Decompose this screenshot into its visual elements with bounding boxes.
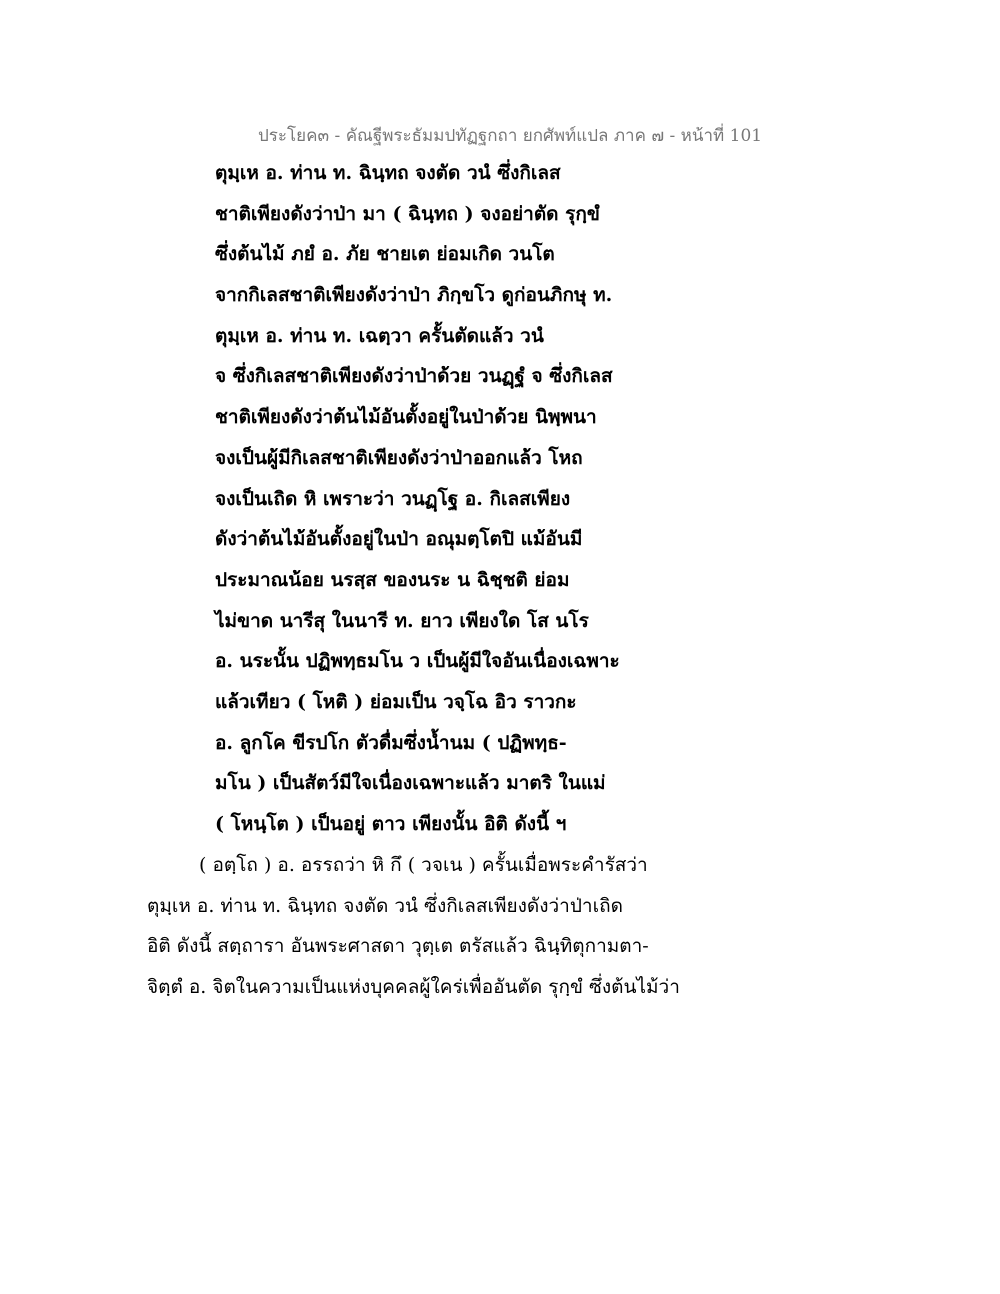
page-header: ประโยค๓ - คัณฐีพระธัมมปทัฏฐกถา ยกศัพท์แปล ภาค ๗ - หน้าที่ 101 (258, 126, 763, 146)
commentary-paragraph (147, 850, 707, 1013)
verse-line: จงเป็นผู้มีกิเลสชาติเพียงดังว่าป่าออกแล้ว โหถ (215, 446, 583, 469)
verse-line: ตุมฺเห อ. ท่าน ท. เฉตฺวา ครั้นตัดแล้ว วนํ (215, 324, 544, 347)
verse-line: มโน ) เป็นสัตว์มีใจเนื่องเฉพาะแล้ว มาตริ ในแม่ (215, 772, 606, 795)
verse-line: ตุมฺเห อ. ท่าน ท. ฉินฺทถ จงตัด วนํ ซึ่งกิเลส (215, 162, 561, 184)
verse-line: จงเป็นเถิด หิ เพราะว่า วนฏฺโฐ อ. กิเลสเพียง (215, 487, 571, 510)
verse-line: ( โหนฺโต ) เป็นอยู่ ตาว เพียงนั้น อิติ ดังนี้ ฯ (215, 813, 567, 835)
verse-line: แล้วเทียว ( โหติ ) ย่อมเป็น วจฺโฉ อิว ราวกะ (215, 690, 577, 713)
verse-line: ชาติเพียงดังว่าต้นไม้อันตั้งอยู่ในป่าด้วย นิพฺพนา (215, 406, 597, 429)
verse-line: ประมาณน้อย นรสฺส ของนระ น ฉิชฺชติ ย่อม (215, 568, 570, 591)
verse-line: ชาติเพียงดังว่าป่า มา ( ฉินฺทถ ) จงอย่าตัด รุกฺขํ (215, 202, 600, 225)
verse-line: ดังว่าต้นไม้อันตั้งอยู่ในป่า อณุมตฺโตปิ แม้อันมี (215, 528, 583, 551)
prose-line: อิติ ดังนี้ สตฺถารา อันพระศาสดา วุตฺเต ตรัสแล้ว ฉินฺทิตุกามตา- (147, 935, 649, 958)
verse-line: ไม่ขาด นารีสุ ในนารี ท. ยาว เพียงใด โส นโร (215, 609, 589, 632)
prose-line: ตุมฺเห อ. ท่าน ท. ฉินฺทถ จงตัด วนํ ซึ่งกิเลสเพียงดังว่าป่าเถิด (147, 894, 623, 917)
verse-line: อ. ลูกโค ขีรปโก ตัวดื่มซึ่งน้ำนม ( ปฏิพทฺธ- (215, 731, 567, 754)
prose-line: จิตฺตํ อ. จิตในความเป็นแห่งบุคคลผู้ใคร่เพื่ออันตัด รุกฺขํ ซึ่งต้นไม้ว่า (147, 976, 680, 999)
prose-line: ( อตฺโถ ) อ. อรรถว่า หิ กึ ( วจเน ) ครั้นเมื่อพระคำรัสว่า (199, 854, 648, 876)
verse-block (215, 158, 635, 850)
verse-line: จ ซึ่งกิเลสชาติเพียงดังว่าป่าด้วย วนฏฺฐํ จ ซึ่งกิเลส (215, 365, 613, 388)
verse-line: จากกิเลสชาติเพียงดังว่าป่า ภิกฺขโว ดูก่อนภิกษุ ท. (215, 284, 613, 307)
verse-line: อ. นระนั้น ปฏิพทฺธมโน ว เป็นผู้มีใจอันเนื่องเฉพาะ (215, 650, 620, 673)
verse-line: ซึ่งต้นไม้ ภยํ อ. ภัย ชายเต ย่อมเกิด วนโต (215, 243, 555, 266)
